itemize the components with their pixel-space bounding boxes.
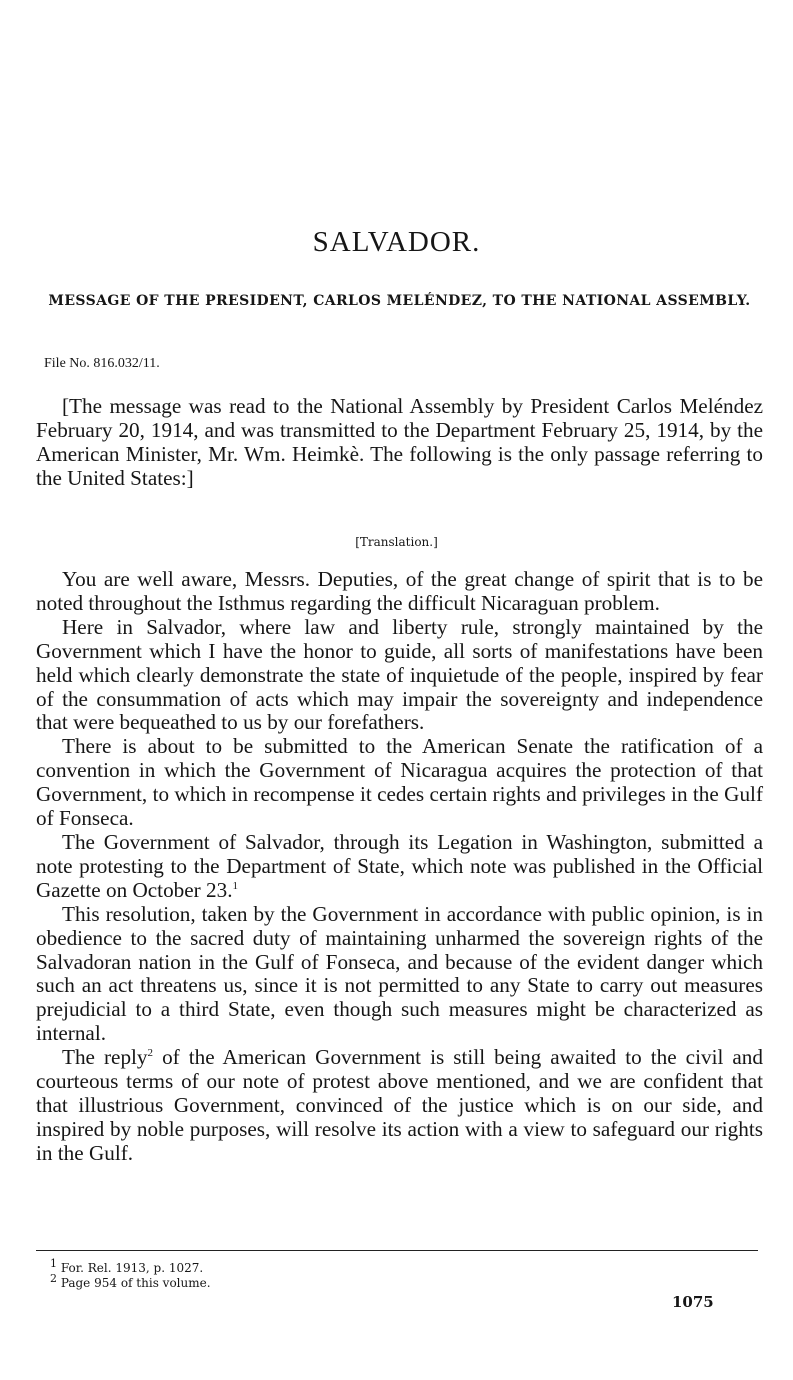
page-title: SALVADOR. bbox=[312, 226, 481, 258]
section-heading: MESSAGE OF THE PRESIDENT, CARLOS MELÉNDEZ, TO THE NATIONAL ASSEMBLY. bbox=[48, 293, 751, 309]
footnote-2 bbox=[50, 1272, 211, 1291]
footnotes bbox=[50, 1257, 211, 1291]
paragraph-4-text: The Government of Salvador, through its Legation in Washington, submitted a note protesting to the Department of State, which note was published in the Official Gazette on October 23. bbox=[36, 829, 763, 902]
paragraph-6 bbox=[36, 1046, 763, 1166]
page-number: 1075 bbox=[672, 1293, 714, 1311]
footnote-divider bbox=[36, 1250, 758, 1251]
paragraph-5: This resolution, taken by the Government in accordance with public opinion, is in obedience to the sacred duty of maintaining unharmed the sovereign rights of the Salvadoran nation in the Gulf of Fonseca, and because of the evident danger which such an act threatens us, since it is not permitted to any State to carry out measures prejudicial to a third State, even though such measures might be characterized as internal. bbox=[36, 901, 763, 1046]
paragraph-3: There is about to be submitted to the American Senate the ratification of a convention in which the Government of Nicaragua acquires the protection of that Government, to which in recompense it cedes certain rights and privileges in the Gulf of Fonseca. bbox=[36, 734, 763, 831]
translation-label: [Translation.] bbox=[355, 535, 438, 549]
paragraph-4 bbox=[36, 831, 763, 903]
intro-text: [The message was read to the National Assembly by President Carlos Meléndez February 20, 1914, and was transmitted to the Department February 25, 1914, by the American Minister, Mr. Wm. Heimkè. The following is the only passage referring to the United States:] bbox=[36, 394, 763, 490]
paragraph-6-rest: of the American Government is still being awaited to the civil and courteous terms of our note of protest above mentioned, and we are confident that that illustrious Government, convinced of the justice which is on our side, and inspired by noble purposes, will resolve its action with a view to safeguard our rights in the Gulf. bbox=[36, 1045, 763, 1165]
footnote-ref-2[interactable]: 2 bbox=[147, 1047, 154, 1060]
footnote-1-mark: 1 bbox=[50, 1257, 57, 1270]
file-number: File No. 816.032/11. bbox=[44, 356, 160, 371]
paragraph-2: Here in Salvador, where law and liberty rule, strongly maintained by the Government which I have the honor to guide, all sorts of manifestations have been held which clearly demonstrate the state of inquietude of the people, inspired by fear of the consummation of acts which may impair the sovereignty and independence that were bequeathed to us by our forefathers. bbox=[36, 614, 763, 735]
paragraph-1: You are well aware, Messrs. Deputies, of the great change of spirit that is to be noted throughout the Isthmus regarding the difficult Nicaraguan problem. bbox=[36, 567, 763, 615]
message-body bbox=[36, 568, 763, 1166]
paragraph-6-start: The reply bbox=[62, 1045, 148, 1070]
footnote-1-text: For. Rel. 1913, p. 1027. bbox=[57, 1261, 204, 1275]
intro-paragraph bbox=[36, 395, 763, 491]
footnote-2-mark: 2 bbox=[50, 1272, 57, 1285]
footnote-2-text: Page 954 of this volume. bbox=[57, 1276, 211, 1290]
footnote-ref-1[interactable]: 1 bbox=[232, 879, 238, 892]
footnote-1 bbox=[50, 1257, 211, 1276]
